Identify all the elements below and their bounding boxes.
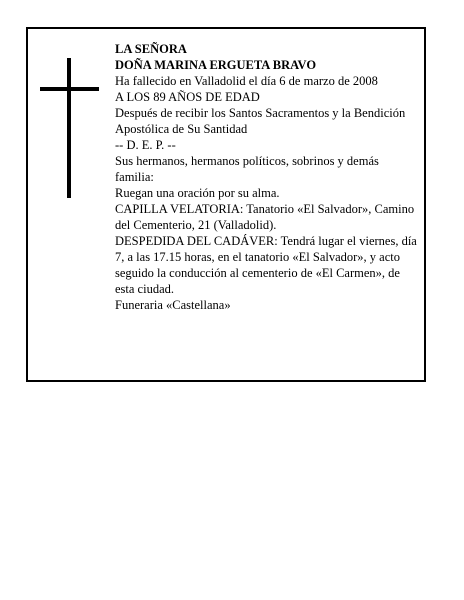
funeral-home: Funeraria «Castellana»: [115, 298, 231, 312]
notice-text: [115, 41, 420, 313]
deceased-name: DOÑA MARINA ERGUETA BRAVO: [115, 58, 317, 72]
family-statement: Sus hermanos, hermanos políticos, sobrinos y demás familia:: [115, 154, 379, 184]
dep-line: -- D. E. P. --: [115, 138, 176, 152]
obituary-notice: [26, 27, 426, 382]
prayer-request: Ruegan una oración por su alma.: [115, 186, 280, 200]
chapel-info: CAPILLA VELATORIA: Tanatorio «El Salvador», Camino del Cementerio, 21 (Valladolid).: [115, 202, 415, 232]
farewell-info: DESPEDIDA DEL CADÁVER: Tendrá lugar el viernes, día 7, a las 17.15 horas, en el tanatorio «El Salvador», y acto seguido la conducción al cementerio de «El Carmen», de esta ciudad.: [115, 234, 417, 296]
cross-horizontal-bar: [40, 87, 99, 91]
age-statement: A LOS 89 AÑOS DE EDAD: [115, 90, 260, 104]
notice-title: LA SEÑORA: [115, 42, 187, 56]
cross-vertical-bar: [67, 58, 71, 198]
sacraments-statement: Después de recibir los Santos Sacramentos y la Bendición Apostólica de Su Santidad: [115, 106, 406, 136]
death-statement: Ha fallecido en Valladolid el día 6 de marzo de 2008: [115, 74, 378, 88]
